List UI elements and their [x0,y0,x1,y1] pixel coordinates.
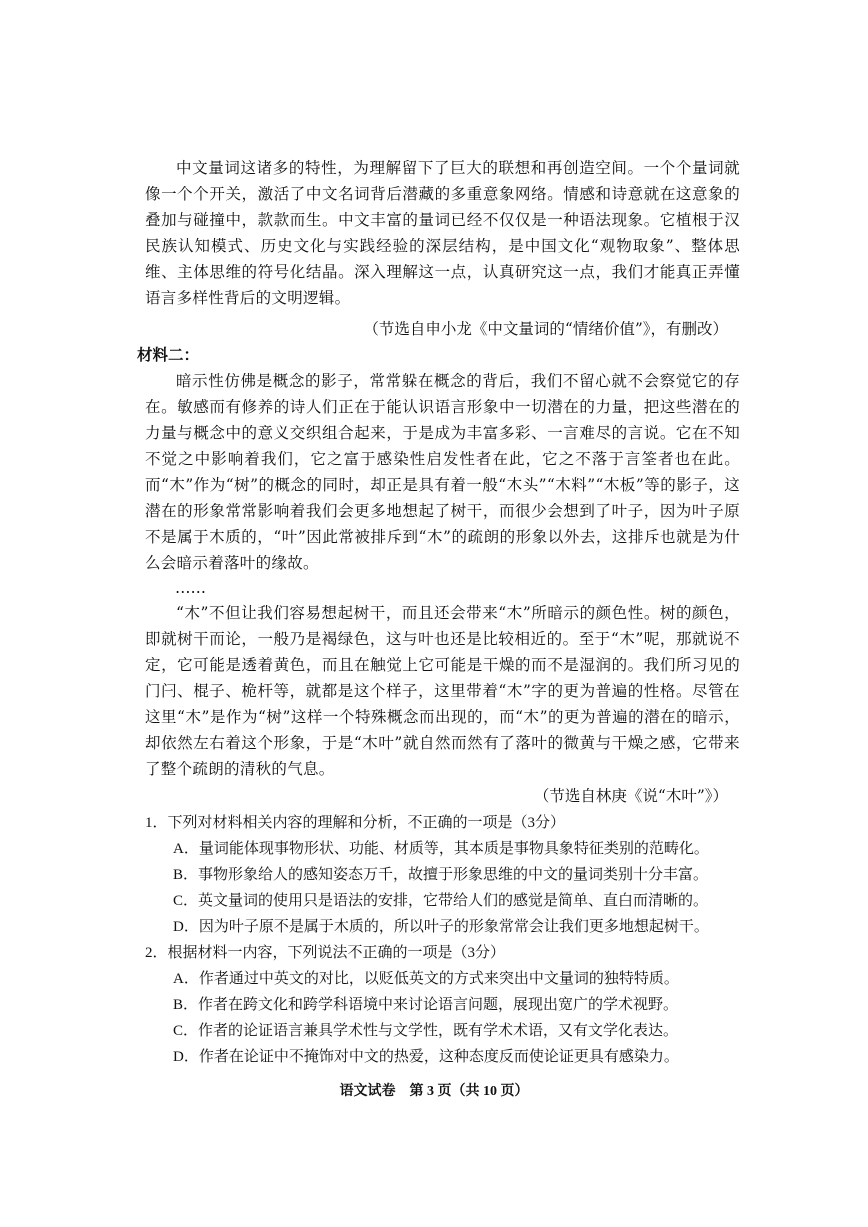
page-footer: 语文试卷 第 3 页（共 10 页） [339,1084,529,1099]
question-1-stem: 1．下列对材料相关内容的理解和分析，不正确的一项是（3分） [145,815,566,831]
question-2-option-a: A．作者通过中英文的对比，以贬低英文的方式来突出中文量词的独特特质。 [173,971,679,987]
material-two-paragraph-1: 暗示性仿佛是概念的影子，常常躲在概念的背后，我们不留心就不会察觉它的存在。敏感而有修养的诗人们正在于能认识语言形象中一切潜在的力量，把这些潜在的力量与概念中的意义交织组合起来，于是成为丰富多彩、一言难尽的言说。它在不知不觉之中影响着我们，它之富于感染性启发性者在此，它之不落于言筌者也在此。而“木”作为“树”的概念的同时，却正是具有着一般“木头”“木料”“木板”等的影子，这潜在的形象常常影响着我们会更多地想起了树干，而很少会想到了叶子，因为叶子原不是属于木质的，“叶”因此常被排斥到“木”的疏朗的形象以外去，这排斥也就是为什么会暗示着落叶的缘故。 [145,372,740,572]
question-2-option-d: D．作者在论证中不掩饰对中文的热爱，这种态度反而使论证更具有感染力。 [173,1049,679,1065]
question-2-option-b: B．作者在跨文化和跨学科语境中来讨论语言问题，展现出宽广的学术视野。 [173,997,679,1013]
ellipsis: …… [175,579,206,597]
question-1-option-c: C．英文量词的使用只是语法的安排，它带给人们的感觉是简单、直白而清晰的。 [173,893,709,909]
material-two-paragraph-2: “木”不但让我们容易想起树干，而且还会带来“木”所暗示的颜色性。树的颜色，即就树干而论，一般乃是褐绿色，这与叶也还是比较相近的。至于“木”呢，那就说不定，它可能是透着黄色，而且在触觉上它可能是干燥的而不是湿润的。我们所习见的门闩、棍子、桅杆等，就都是这个样子，这里带着“木”字的更为普遍的性格。尽管在这里“木”是作为“树”这样一个特殊概念而出现的，而“木”的更为普遍的潜在的暗示，却依然左右着这个形象，于是“木叶”就自然而然有了落叶的微黄与干燥之感，它带来了整个疏朗的清秋的气息。 [145,604,740,778]
material-one-paragraph: 中文量词这诸多的特性，为理解留下了巨大的联想和再创造空间。一个个量词就像一个个开关，激活了中文名词背后潜藏的多重意象网络。情感和诗意就在这意象的叠加与碰撞中，款款而生。中文丰富的量词已经不仅仅是一种语法现象。它植根于汉民族认知模式、历史文化与实践经验的深层结构，是中国文化“观物取象”、整体思维、主体思维的符号化结晶。深入理解这一点，认真研究这一点，我们才能真正弄懂语言多样性背后的文明逻辑。 [145,159,740,307]
question-2-stem: 2．根据材料一内容，下列说法不正确的一项是（3分） [145,945,506,961]
question-1-option-a: A．量词能体现事物形状、功能、材质等，其本质是事物具象特征类别的范畴化。 [173,841,709,857]
question-1-option-d: D．因为叶子原不是属于木质的，所以叶子的形象常常会让我们更多地想起树干。 [173,919,709,935]
question-2-option-c: C．作者的论证语言兼具学术性与文学性，既有学术术语，又有文学化表达。 [173,1023,679,1039]
material-two-excerpt-2 [145,600,740,782]
question-1-option-b: B．事物形象给人的感知姿态万千，故擅于形象思维的中文的量词类别十分丰富。 [173,867,709,883]
material-two-excerpt-1 [145,368,740,576]
material-two-heading: 材料二： [137,345,200,364]
material-two-source: （节选自林庚《说“木叶”》） [533,787,728,805]
material-one-excerpt [145,155,740,311]
material-one-source: （节选自申小龙《中文量词的“情绪价值”》，有删改） [363,320,728,338]
